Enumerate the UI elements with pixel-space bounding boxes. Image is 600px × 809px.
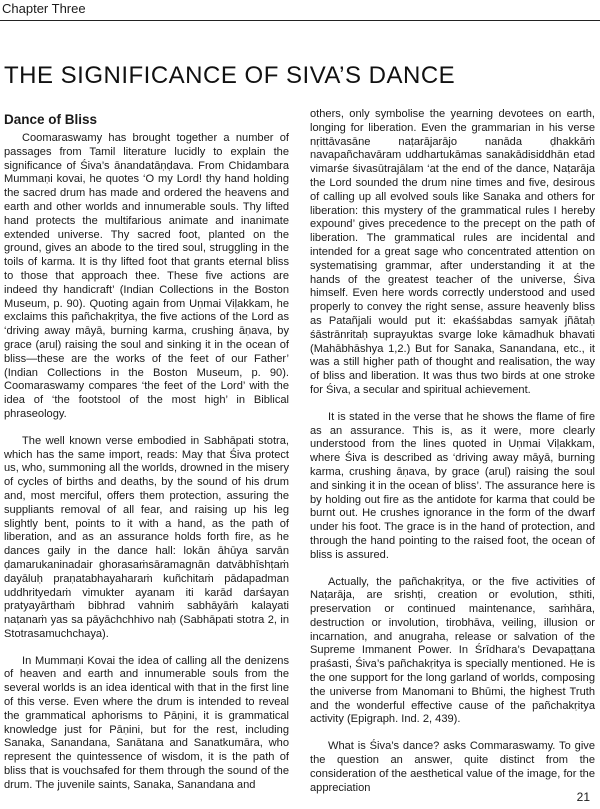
header-rule bbox=[0, 20, 600, 21]
paragraph: What is Śiva’s dance? asks Commaraswamy. To give the question an answer, quite distinct from the consideration of the aesthetical value of the image, for the appreciation bbox=[310, 740, 595, 794]
page-number: 21 bbox=[576, 790, 590, 804]
paragraph: others, only symbolise the yearning devotees on earth, longing for liberation. Even the grammarian in his verse nṛittāvasāne naṭarājarājo nanāda ḍhakkāṁ navapañchavāram uddhartukāmas sanakādisiddhān etad vimarśe śivasūtrajālam ‘at the end of the dance, Naṭarāja the Lord sounded the drum nine times and five, desirous of calling up all evolved souls like Sanaka and others for liberation: this mystery of the grammatical rules I hereby expound’ gives precedence to the precept on the path of liberation. The grammatical rules are incidental and intended for a great sage who concentrated attention on systematising grammar, after understanding it at the hands of the greatest teacher of the universe, Śiva himself. Even here words correctly understood and used properly to convey the right sense, assure heavenly bliss as Patañjali would put it: ekaśśabdas samyak jñātaḥ śāstrānritaḥ suprayuktas svarge loke kāmadhuk bhavati (Mahābhāshya 1,2.) But for Sanaka, Sanandana, etc., it was a still higher path of thought and realisation, the way of bliss and liberation. It was thus two birds at one stroke for Śiva, a secular and spiritual achievement. bbox=[310, 108, 595, 396]
paragraph: Actually, the pañchakṛitya, or the five activities of Naṭarāja, are srishṭi, creation or evolution, sthiti, preservation or continued maintenance, saṁhāra, destruction or involution, tirobhāva, veiling, illusion or incarnation, and anugraha, release or salvation of the Supreme Immanent Power. In Śrīdhara’s Devapaṭṭana praśasti, Śiva’s pañchakṛitya is specially mentioned. He is the one support for the long garland of worlds, composing the universe from Manomani to Bhūmi, the highest Truth and the wonderful effective cause of the pañchakṛitya activity (Epigraph. Ind. 2, 439). bbox=[310, 575, 595, 726]
page-title: THE SIGNIFICANCE OF SIVA’S DANCE bbox=[4, 62, 456, 90]
paragraph: It is stated in the verse that he shows the flame of fire as an assurance. This is, as it were, more clearly understood from the lines quoted in Uṇmai Viḷakkam, where Śiva is described as ‘driving away māyā, burning karma, crushing āṇava, by grace (aruḷ) raising the soul and sinking it in the ocean of bliss’. The assurance here is by holding out fire as the antidote for karma that could be burnt out. He crushes ignorance in the form of the dwarf under his foot. The grace is in the hand of protection, and through the hand pointing to the raised foot, the ocean of bliss is assured. bbox=[310, 410, 595, 561]
right-column bbox=[310, 108, 595, 808]
paragraph: The well known verse embodied in Sabhāpati stotra, which has the same import, reads: May that Śiva protect us, who, summoning all the worlds, drowned in the misery of cycles of births and deaths, by the sound of his drum and, most merciful, offers them protection, assuring the suppliants removal of all fear, and raising up his leg slightly bent, points to it with a hand, as the path of liberation, and as an assurance holds forth fire, as he dances gaily in the dance hall: lokān āhūya sarvān ḍamarukaninadair ghorasaṁsāramagnān datvābhīshṭaṁ dayāluḥ praṇatabhayaharaṁ kuñchitaṁ pādapadman uddhrityedaṁ vimukter ayanam iti karād darśayan pratyayārthaṁ bibhrad vahniṁ sabhāyāṁ kalayati naṭanaṁ yas sa pāyāchchhivo naḥ (Sabhāpati stotra 2, in Stotrasamuchchaya). bbox=[4, 434, 289, 640]
paragraph: In Mummaṇi Kovai the idea of calling all the denizens of heaven and earth and innumerable souls from the several worlds is an idea identical with that in the first line of this verse. Even where the drum is intended to reveal the grammatical aphorisms to Pāṇini, it is grammatical knowledge just for Pāṇini, but for the rest, including Sanaka, Sanandana, Sanātana and Sanatkumāra, who represent the quintessence of wisdom, it is the path of bliss that is vouchsafed for them through the sound of the drum. The juvenile saints, Sanaka, Sanandana and bbox=[4, 654, 289, 791]
left-column bbox=[4, 112, 289, 806]
paragraph: Coomaraswamy has brought together a number of passages from Tamil literature lucidly to explain the significance of Śiva’s ānandatāṇḍava. From Chidambara Mummaṇi kovai, he quotes ‘O my Lord! thy hand holding the sacred drum has made and ordered the heavens and earth and other worlds and innumerable souls. Thy lifted hand protects the multifarious animate and inanimate extended universe. Thy sacred foot, planted on the ground, gives an abode to the tired soul, struggling in the toils of karma. It is thy lifted foot that grants eternal bliss to those that approach thee. These five actions are indeed thy handicraft’ (Indian Collections in the Boston Museum, p. 90). Quoting again from Uṇmai Viḷakkam, he exclaims this pañchakṛitya, the five actions of the Lord as ‘driving away māyā, burning karma, crushing āṇava, by grace (aruḷ) raising the soul and sinking it in the ocean of bliss—these are the works of the feet of our Father’ (Indian Collections in the Boston Museum, p. 90). Coomaraswamy compares ‘the feet of the Lord’ with the idea of ‘the footstool of the most high’ in Biblical phraseology. bbox=[4, 132, 289, 420]
section-heading: Dance of Bliss bbox=[4, 112, 98, 127]
chapter-label: Chapter Three bbox=[2, 1, 86, 16]
